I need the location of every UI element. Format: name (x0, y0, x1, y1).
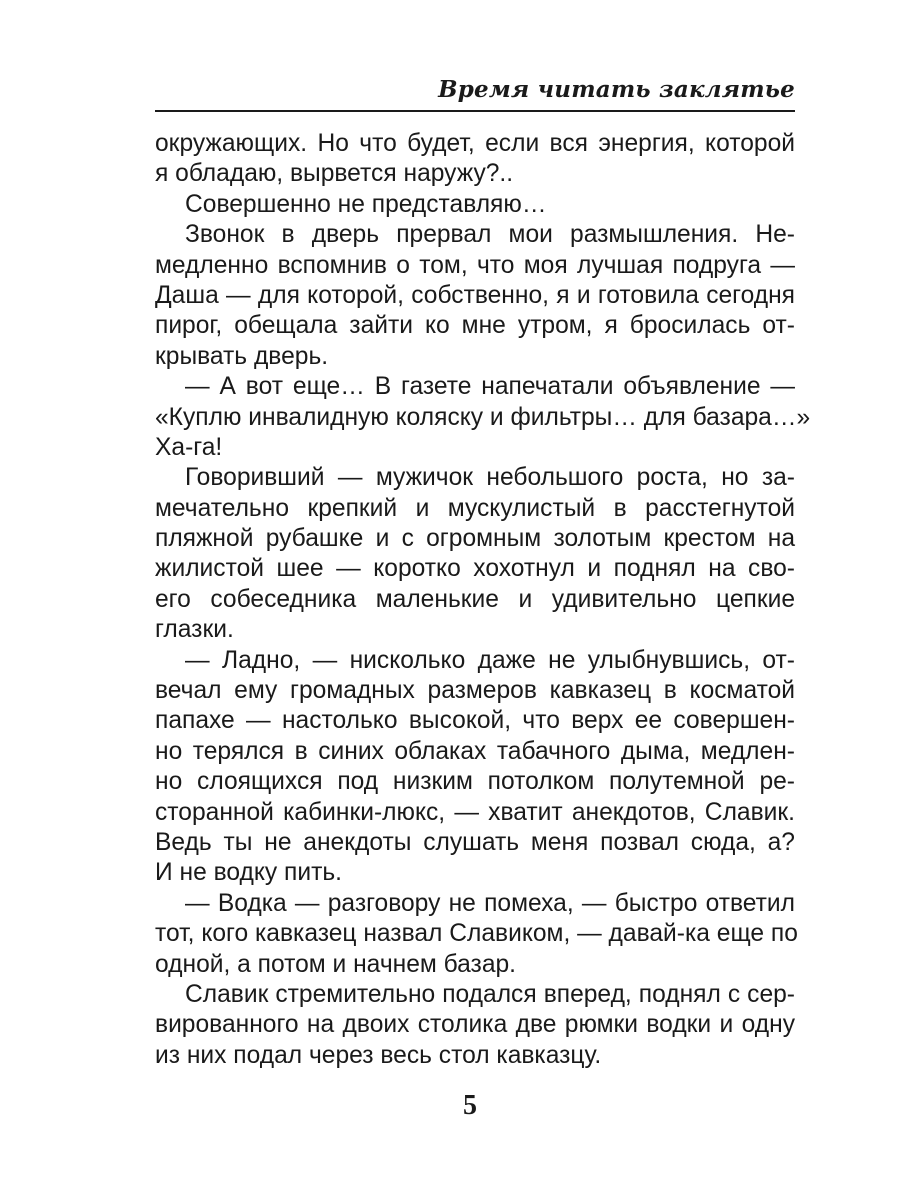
text-line: — Ладно, — нисколько даже не улыбнувшись, от- (185, 646, 795, 674)
text-line: Даша — для которой, собственно, я и готовила сегодня (155, 281, 795, 309)
text-line: Ведь ты не анекдоты слушать меня позвал сюда, а? (155, 828, 795, 856)
text-line: его собеседника маленькие и удивительно цепкие (155, 585, 795, 613)
running-head: Время читать заклятье (438, 76, 795, 103)
text-line: вечал ему громадных размеров кавказец в косматой (155, 677, 795, 705)
text-line: «Куплю инвалидную коляску и фильтры… для базара…» (155, 403, 811, 431)
text-line: крывать дверь. (155, 342, 329, 370)
text-line: но слоящихся под низким потолком полутемной ре- (155, 768, 795, 796)
text-line: пляжной рубашке и с огромным золотым крестом на (155, 525, 795, 553)
text-line: Совершенно не представляю… (185, 190, 547, 218)
text-line: но терялся в синих облаках табачного дыма, медлен- (155, 737, 795, 765)
text-line: Ха-га! (155, 433, 223, 461)
text-line: мечательно крепкий и мускулистый в расстегнутой (155, 494, 795, 522)
text-line: окружающих. Но что будет, если вся энергия, которой (155, 130, 795, 157)
text-line: Славик стремительно подался вперед, поднял с сер- (185, 980, 795, 1008)
text-line: тот, кого кавказец назвал Славиком, — давай-ка еще по (155, 920, 798, 948)
text-line: жилистой шее — коротко хохотнул и поднял на сво- (155, 555, 795, 583)
text-line: И не водку пить. (155, 859, 343, 887)
text-line: — Водка — разговору не помеха, — быстро ответил (185, 889, 795, 917)
text-line: пирог, обещала зайти ко мне утром, я бросилась от- (155, 312, 795, 340)
body-text (155, 129, 811, 1071)
text-line: глазки. (155, 616, 234, 644)
page-number: 5 (463, 1090, 477, 1121)
text-line: одной, а потом и начнем базар. (155, 950, 517, 978)
text-line: папахе — настолько высокой, что верх ее совершен- (155, 707, 795, 735)
header-rule (155, 110, 795, 112)
text-line: сторанной кабинки-люкс, — хватит анекдотов, Славик. (155, 798, 795, 826)
text-line: Звонок в дверь прервал мои размышления. Не- (185, 221, 795, 249)
text-line: вированного на двоих столика две рюмки водки и одну (155, 1011, 795, 1039)
text-line: из них подал через весь стол кавказцу. (155, 1041, 602, 1069)
text-line: я обладаю, вырвется наружу?.. (155, 160, 514, 188)
text-line: — А вот еще… В газете напечатали объявление — (185, 373, 795, 401)
text-line: медленно вспомнив о том, что моя лучшая подруга — (155, 251, 795, 279)
text-line: Говоривший — мужичок небольшого роста, но за- (185, 464, 795, 492)
